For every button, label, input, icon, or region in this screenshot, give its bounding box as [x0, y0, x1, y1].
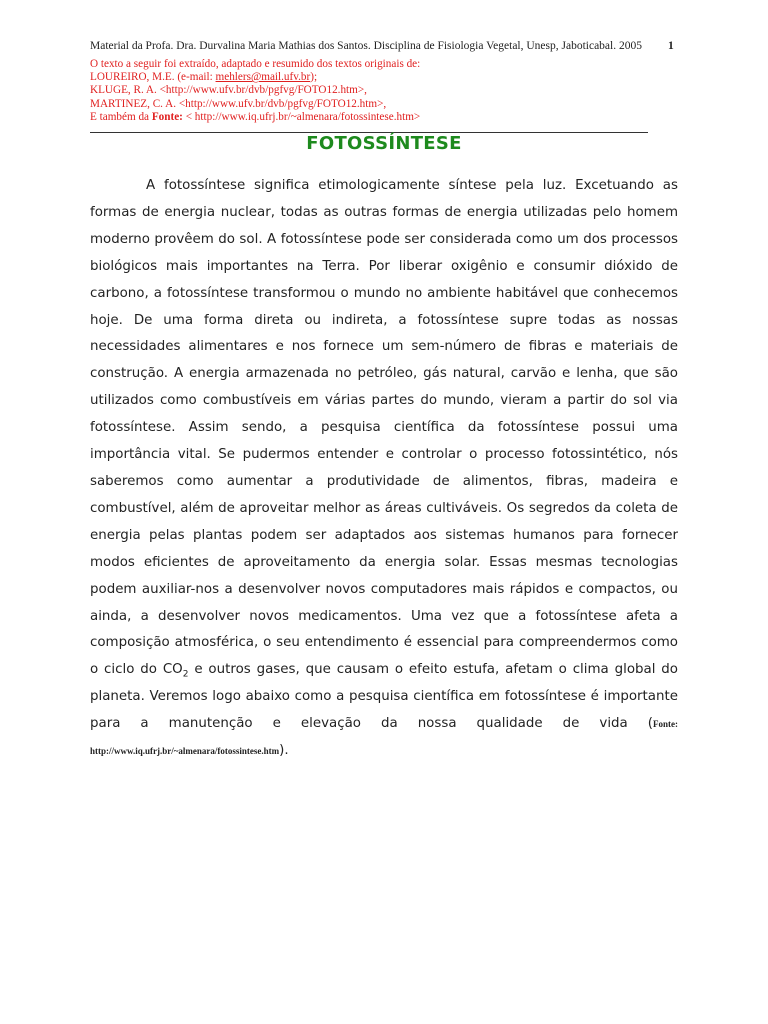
- source-line-kluge: KLUGE, R. A. <http://www.ufv.br/dvb/pgfvg/FOTO12.htm>,: [90, 84, 367, 97]
- body-text-part2: e outros gases, que causam o efeito estufa, afetam o clima global do planeta. Veremos logo abaixo como a pesquisa científica em fotossíntese é importante para a manutenção e elevação da nossa qualidade de vida (: [90, 662, 679, 732]
- source-intro: O texto a seguir foi extraído, adaptado e resumido dos textos originais de:: [90, 58, 421, 70]
- source-note: Fonte: http://www.iq.ufrj.br/~almenara/fotossintese.htm: [90, 719, 678, 757]
- body-text-part1: A fotossíntese significa etimologicamente síntese pela luz. Excetuando as formas de energia nuclear, todas as outras formas de energia utilizadas pelo homem moderno provêem do sol. A fotossíntese pode ser considerada como um dos processos biológicos mais importantes na Terra. Por liberar oxigênio e consumir dióxido de carbono, a fotossíntese transformou o mundo no ambiente habitável que conhecemos hoje. De uma forma direta ou indireta, a fotossíntese supre todas as nossas necessidades alimentares e nos fornece um sem-número de fibras e materiais de construção. A energia armazenada no petróleo, gás natural, carvão e lenha, que são utilizados como combustíveis em várias partes do mundo, vieram a partir do sol via fotossíntese. Assim sendo, a pesquisa científica da fotossíntese possui uma importância vital. Se pudermos entender e controlar o processo fotossintético, nós saberemos como aumentar a produtividade de alimentos, fibras, madeira e combustível, além de aproveitar melhor as áreas cultiváveis. Os segredos da coleta de energia pelas plantas podem ser adaptados aos sistemas humanos para fornecer modos eficientes de aproveitamento da energia solar. Essas mesmas tecnologias podem auxiliar-nos a desenvolver novos computadores mais rápidos e compactos, ou ainda, a desenvolver novos medicamentos. Uma vez que a fotossíntese afeta a composição atmosférica, o seu entendimento é essencial para compreendermos como o ciclo do CO: [90, 178, 678, 678]
- source-credits: [90, 58, 690, 124]
- source-line-loureiro: [90, 71, 690, 84]
- source-line-martinez: MARTINEZ, C. A. <http://www.ufv.br/dvb/pgfvg/FOTO12.htm>,: [90, 97, 387, 110]
- source-fonte-url: < http://www.iq.ufrj.br/~almenara/fotossintese.htm>: [182, 110, 421, 123]
- source-fonte-label: Fonte:: [151, 110, 183, 123]
- body-paragraph: [90, 173, 678, 765]
- page-number: 1: [668, 40, 674, 52]
- source-loureiro-suffix: );: [310, 71, 318, 84]
- document-title: FOTOSSÍNTESE: [306, 133, 462, 154]
- co2-subscript: 2: [182, 669, 189, 680]
- source-line-fonte: [90, 111, 690, 124]
- source-loureiro-prefix: LOUREIRO, M.E. (e-mail:: [90, 71, 216, 84]
- body-text-part3: ).: [279, 743, 289, 759]
- running-header: Material da Profa. Dra. Durvalina Maria Mathias dos Santos. Disciplina de Fisiologia Vegetal, Unesp, Jaboticabal. 2005: [90, 40, 642, 52]
- source-fonte-prefix: E também da: [90, 110, 152, 123]
- email-link[interactable]: mehlers@mail.ufv.br: [215, 71, 311, 84]
